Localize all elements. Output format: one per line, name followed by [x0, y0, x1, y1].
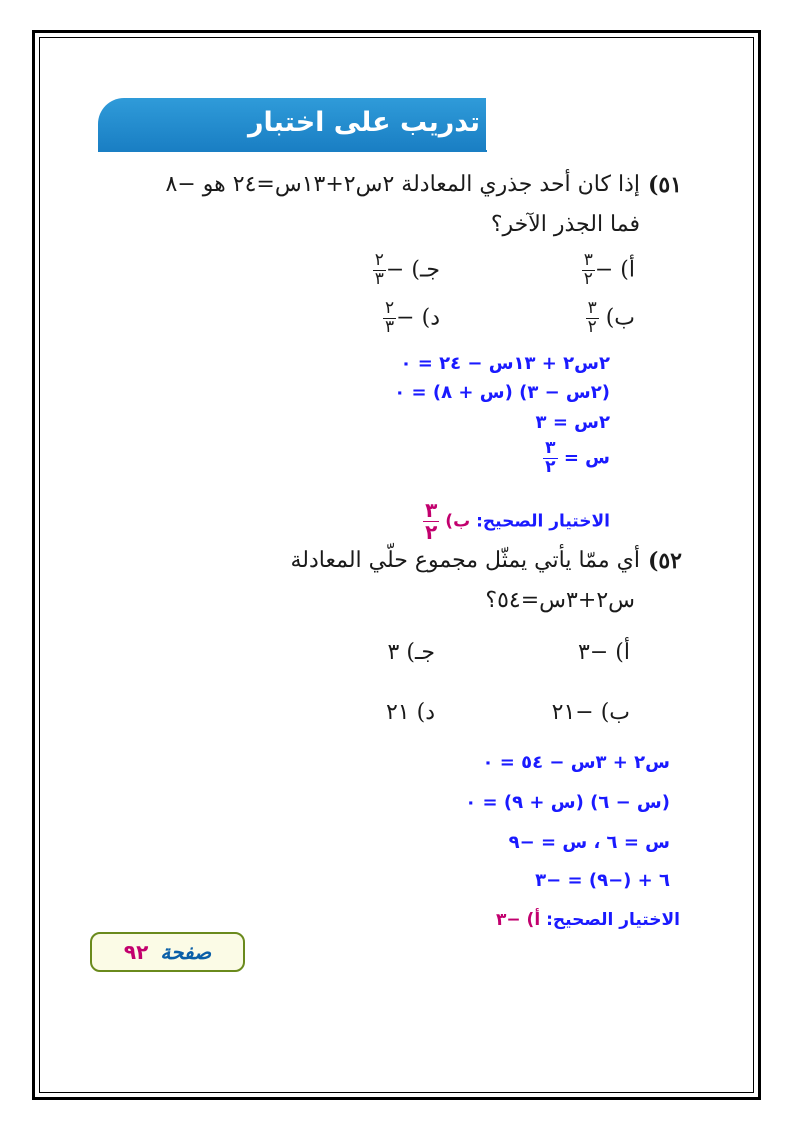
- page-word: صفحة: [160, 940, 212, 964]
- page-number-label: [90, 934, 245, 970]
- q52-option-b: ب) −٢١: [551, 700, 630, 725]
- q51-step-2: (٢س − ٣) (س + ٨) = ٠: [394, 382, 610, 403]
- q51-text-line1: إذا كان أحد جذري المعادلة ٢س٢+١٣س=٢٤ هو −٨: [165, 172, 640, 197]
- q52-step-2: (س − ٦) (س + ٩) = ٠: [465, 792, 670, 813]
- q52-step-3: س = ٦ ، س = −٩: [508, 832, 670, 853]
- q52-option-d: د) ٢١: [385, 700, 435, 725]
- q52-step-1: س٢ + ٣س − ٥٤ = ٠: [482, 752, 670, 773]
- page-number: ٩٢: [123, 940, 149, 964]
- q51-text-line2: فما الجذر الآخر؟: [490, 212, 640, 237]
- q51-step-4: س = $\frac{٣}{٢}$: [545, 438, 610, 477]
- section-title: تدريب على اختبار: [247, 107, 480, 138]
- q51-number: ٥١): [647, 172, 682, 198]
- banner-underline: [98, 150, 487, 152]
- q52-number: ٥٢): [647, 548, 682, 574]
- q51-answer: الاختيار الصحيح: ب) $\frac{٣}{٢}$: [425, 498, 610, 544]
- q52-text-line2: س٢+٣س=٥٤؟: [485, 588, 635, 613]
- q52-option-c: جـ) ٣: [387, 640, 435, 665]
- q52-answer: الاختيار الصحيح: أ) −٣: [496, 910, 680, 930]
- q51-option-d: د) − $\frac{٢}{٣}$: [385, 298, 440, 337]
- q52-option-a: أ) −٣: [578, 640, 630, 665]
- q51-option-b: ب) $\frac{٣}{٢}$: [587, 298, 635, 337]
- q51-step-3: ٢س = ٣: [535, 412, 610, 433]
- q52-step-4: ٦ + (−٩) = −٣: [535, 870, 670, 891]
- q51-step-1: ٢س٢ + ١٣س − ٢٤ = ٠: [400, 353, 610, 374]
- q52-text-line1: أي ممّا يأتي يمثّل مجموع حلّي المعادلة: [290, 548, 640, 573]
- q51-option-a: أ) − $\frac{٣}{٢}$: [583, 250, 635, 289]
- q51-option-c: جـ) − $\frac{٢}{٣}$: [374, 250, 440, 289]
